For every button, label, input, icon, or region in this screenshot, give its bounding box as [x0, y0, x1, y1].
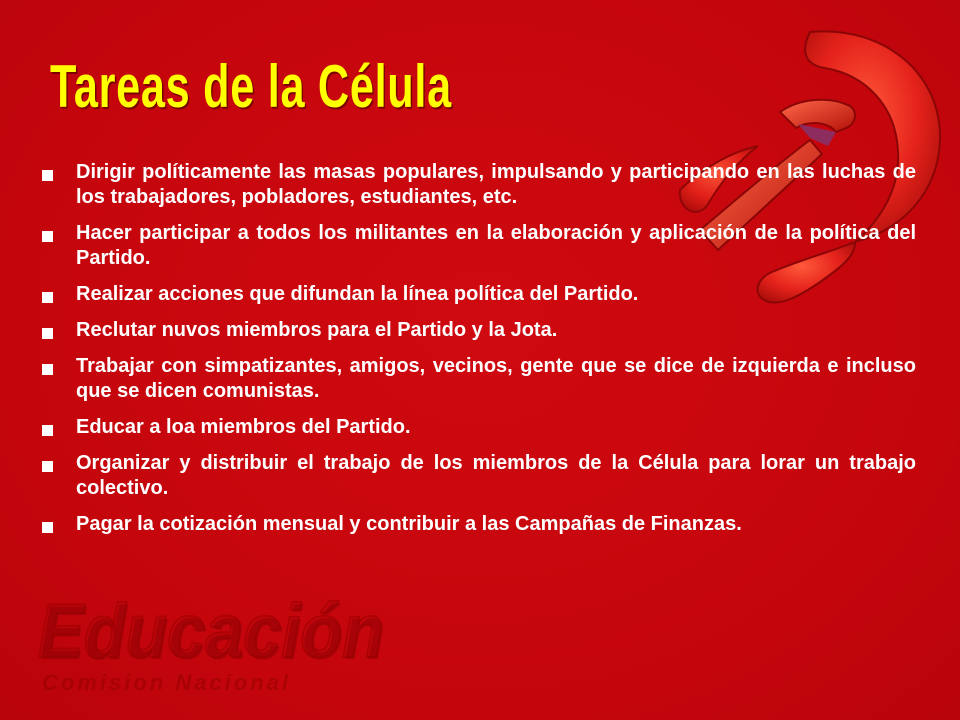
square-bullet-icon	[42, 328, 53, 339]
square-bullet-icon	[42, 292, 53, 303]
list-item-text: Organizar y distribuir el trabajo de los miembros de la Célula para lorar un trabajo colectivo.	[76, 452, 916, 499]
list-item	[40, 354, 916, 404]
task-list	[40, 160, 916, 548]
list-item	[40, 221, 916, 271]
list-item-text: Educar a loa miembros del Partido.	[76, 416, 411, 438]
square-bullet-icon	[42, 231, 53, 242]
list-item-text: Pagar la cotización mensual y contribuir a las Campañas de Finanzas.	[76, 513, 742, 535]
list-item-text: Dirigir políticamente las masas populares, impulsando y participando en las luchas de los trabajadores, pobladores, estudiantes, etc.	[76, 161, 916, 208]
page-title: Tareas de la Célula	[50, 53, 452, 120]
watermark-title: Educación	[38, 589, 384, 674]
list-item-text: Realizar acciones que difundan la línea política del Partido.	[76, 283, 639, 305]
square-bullet-icon	[42, 461, 53, 472]
list-item-text: Reclutar nuvos miembros para el Partido y la Jota.	[76, 319, 558, 341]
square-bullet-icon	[42, 364, 53, 375]
list-item	[40, 318, 916, 343]
square-bullet-icon	[42, 170, 53, 181]
list-item-text: Trabajar con simpatizantes, amigos, vecinos, gente que se dice de izquierda e incluso que se dicen comunistas.	[76, 355, 916, 402]
list-item	[40, 282, 916, 307]
list-item	[40, 512, 916, 537]
list-item-text: Hacer participar a todos los militantes en la elaboración y aplicación de la política del Partido.	[76, 222, 916, 269]
watermark-subtitle: Comision Nacional	[42, 670, 292, 695]
list-item	[40, 415, 916, 440]
square-bullet-icon	[42, 522, 53, 533]
list-item	[40, 451, 916, 501]
list-item	[40, 160, 916, 210]
square-bullet-icon	[42, 425, 53, 436]
watermark-logo	[38, 589, 384, 702]
